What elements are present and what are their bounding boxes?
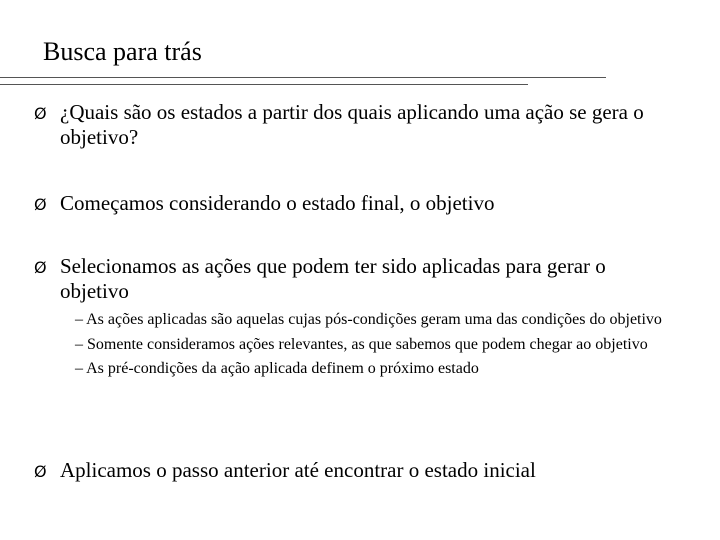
arrow-bullet-icon: Ø (34, 104, 47, 123)
bullet-text: ¿Quais são os estados a partir dos quais aplicando uma ação se gera o objetivo? (60, 100, 644, 149)
bullet-text: Selecionamos as ações que podem ter sido aplicadas para gerar o objetivo (60, 254, 606, 303)
bullet-item (34, 458, 674, 483)
bullet-text: Aplicamos o passo anterior até encontrar o estado inicial (60, 458, 536, 482)
sub-bullet-item: – Somente consideramos ações relevantes, as que sabemos que podem chegar ao objetivo (75, 335, 648, 353)
arrow-bullet-icon: Ø (34, 195, 47, 214)
title-divider-bottom (0, 84, 528, 85)
sub-bullet-list (75, 310, 675, 384)
sub-bullet-item: – As pré-condições da ação aplicada definem o próximo estado (75, 360, 479, 377)
slide-title: Busca para trás (43, 37, 202, 66)
arrow-bullet-icon: Ø (34, 462, 47, 481)
bullet-text: Começamos considerando o estado final, o objetivo (60, 191, 495, 215)
bullet-item (34, 100, 674, 150)
bullet-item (34, 254, 674, 304)
arrow-bullet-icon: Ø (34, 258, 47, 277)
bullet-item (34, 191, 674, 216)
sub-bullet-item: – As ações aplicadas são aquelas cujas pós-condições geram uma das condições do objetivo (75, 311, 662, 328)
title-divider-top (0, 77, 606, 78)
